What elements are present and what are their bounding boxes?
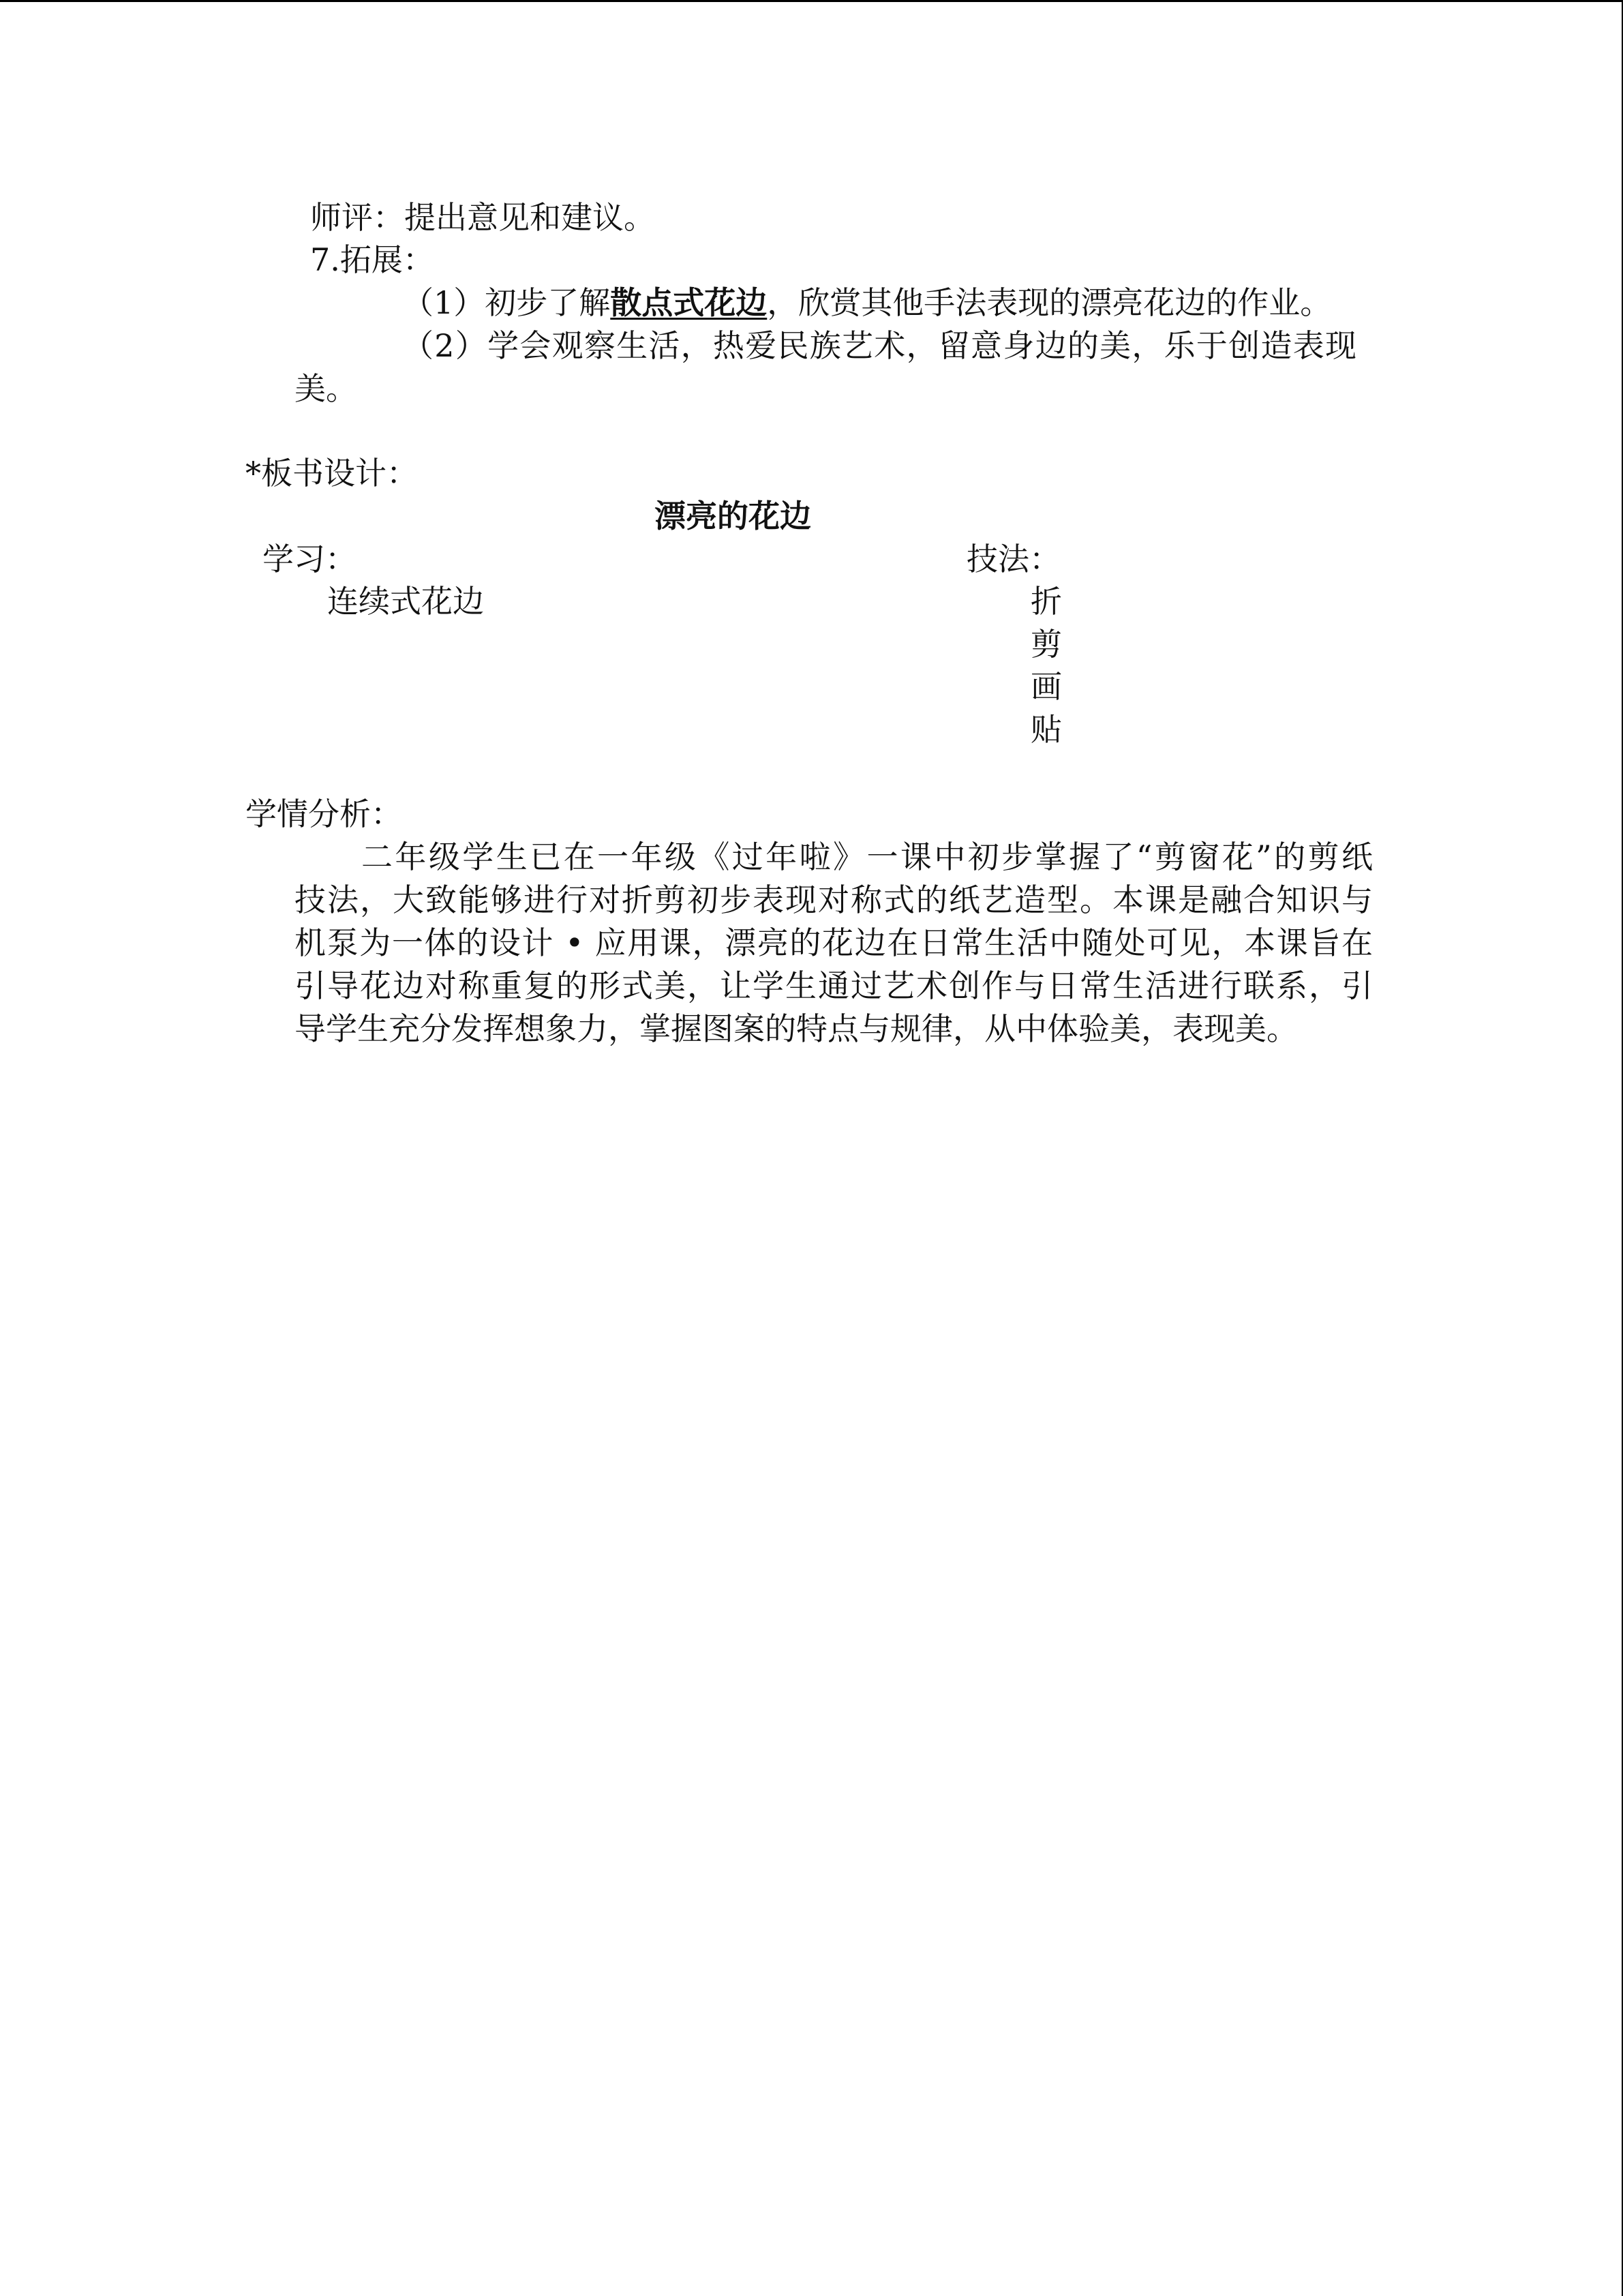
analysis-line-5: 导学生充分发挥想象力，掌握图案的特点与规律，从中体验美，表现美。 <box>294 1010 1298 1047</box>
analysis-heading: 学情分析： <box>245 796 402 832</box>
extension-heading: 7.拓展： <box>310 241 434 278</box>
technique-fold: 折 <box>1031 583 1062 620</box>
teacher-comment: 师评：提出意见和建议。 <box>310 199 655 236</box>
board-title: 漂亮的花边 <box>654 498 811 534</box>
extension-item-1-emphasis: 散点式花边 <box>610 284 768 321</box>
board-design-heading: *板书设计： <box>245 455 418 492</box>
extension-item-1-prefix: （1）初步了解 <box>402 284 611 321</box>
technique-cut: 剪 <box>1031 626 1062 663</box>
extension-item-2-line1: （2）学会观察生活，热爱民族艺术，留意身边的美，乐于创造表现 <box>402 327 1356 364</box>
board-right-label: 技法： <box>967 541 1061 577</box>
board-left-item: 连续式花边 <box>327 583 484 620</box>
technique-paste: 贴 <box>1031 711 1062 748</box>
extension-item-1-suffix: ，欣赏其他手法表现的漂亮花边的作业。 <box>767 284 1332 321</box>
analysis-line-3: 机泵为一体的设计 • 应用课，漂亮的花边在日常生活中随处可见，本课旨在 <box>294 924 1373 961</box>
extension-item-1 <box>402 282 1331 324</box>
analysis-line-1: 二年级学生已在一年级《过年啦》一课中初步掌握了“剪窗花”的剪纸 <box>361 839 1373 875</box>
analysis-line-2: 技法，大致能够进行对折剪初步表现对称式的纸艺造型。本课是融合知识与 <box>294 881 1373 918</box>
technique-draw: 画 <box>1031 668 1062 705</box>
analysis-line-4: 引导花边对称重复的形式美，让学生通过艺术创作与日常生活进行联系，引 <box>294 967 1373 1004</box>
board-left-label: 学习： <box>262 541 357 577</box>
extension-item-2-line2: 美。 <box>294 370 357 407</box>
